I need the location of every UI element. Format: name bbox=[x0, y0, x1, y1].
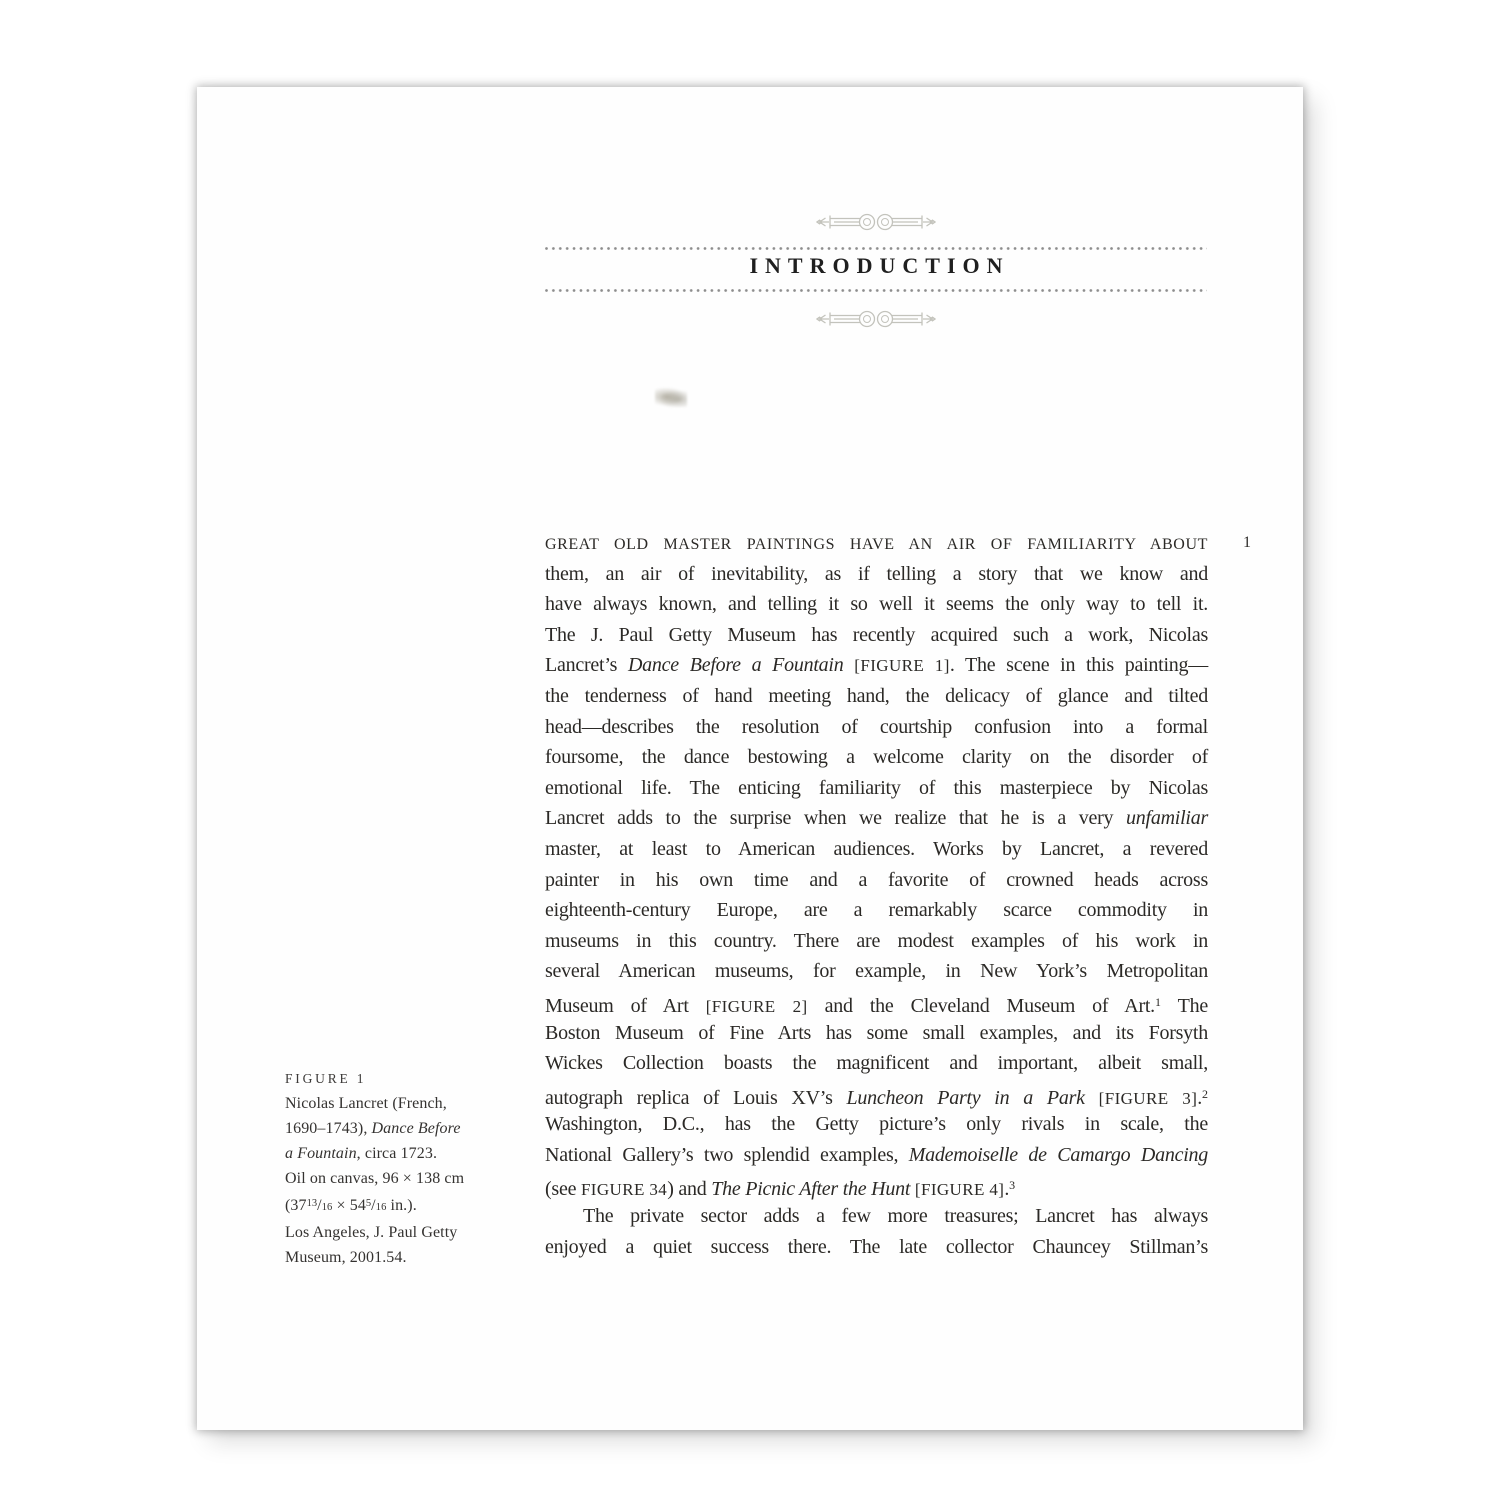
text-line: several American museums, for example, in New York’s Metropolitan bbox=[545, 960, 1208, 983]
text-line: eighteenth-century Europe, are a remarkably scarce commodity in bbox=[545, 899, 1208, 922]
text-line: ($37^{13}/16 \times 54^5/16$ in.). bbox=[285, 1197, 417, 1214]
text-line: foursome, the dance bestowing a welcome clarity on the disorder of bbox=[545, 746, 1208, 769]
text-line: emotional life. The enticing familiarity of this masterpiece by Nicolas bbox=[545, 776, 1208, 799]
text-line: Nicolas Lancret (French, bbox=[285, 1095, 447, 1112]
text-line: the tenderness of hand meeting hand, the delicacy of glance and tilted bbox=[545, 684, 1208, 707]
text-line: (see FIGURE 34) and The Picnic After the Hunt [FIGURE 4].$^3$ bbox=[545, 1178, 1016, 1201]
text-line: The private sector adds a few more treasures; Lancret has always bbox=[583, 1205, 1208, 1228]
text-line: 1690–1743), Dance Before bbox=[285, 1120, 461, 1137]
text-line: Museum, 2001.54. bbox=[285, 1249, 407, 1266]
text-line: painter in his own time and a favorite of crowned heads across bbox=[545, 868, 1208, 891]
figure-caption-text bbox=[285, 1091, 500, 1270]
text-line: Boston Museum of Fine Arts has some small examples, and its Forsyth bbox=[545, 1021, 1208, 1044]
body-text bbox=[545, 528, 1208, 1262]
text-line: Lancret’s Dance Before a Fountain [FIGURE 1]. The scene in this painting— bbox=[545, 654, 1209, 677]
fleuron-ornament-icon bbox=[545, 306, 1207, 337]
book-page bbox=[197, 87, 1303, 1430]
text-line: autograph replica of Louis XV’s Luncheon Party in a Park [FIGURE 3].$^2$ bbox=[545, 1086, 1209, 1109]
text-line: Oil on canvas, 96 × 138 cm bbox=[285, 1170, 465, 1187]
text-line: have always known, and telling it so well it seems the only way to tell it. bbox=[545, 593, 1208, 616]
text-line: Museum of Art [FIGURE 2] and the Cleveland Museum of Art.$^1$ The bbox=[545, 994, 1209, 1017]
text-line: museums in this country. There are modest examples of his work in bbox=[545, 929, 1208, 952]
page-number: 1 bbox=[1243, 534, 1251, 551]
dotted-rule bbox=[545, 247, 1207, 250]
chapter-heading: INTRODUCTION bbox=[749, 253, 1010, 278]
text-line: Lancret adds to the surprise when we realize that he is a very unfamiliar bbox=[545, 807, 1208, 830]
text-line: GREAT OLD MASTER PAINTINGS HAVE AN AIR OF FAMILIARITY ABOUT bbox=[545, 536, 1208, 553]
text-line: head—describes the resolution of courtship confusion into a formal bbox=[545, 715, 1208, 738]
text-line: National Gallery’s two splendid examples, Mademoiselle de Camargo Dancing bbox=[545, 1143, 1208, 1166]
scan-smudge bbox=[655, 388, 687, 407]
text-line: Wickes Collection boasts the magnificent and important, albeit small, bbox=[545, 1052, 1208, 1075]
dotted-rule bbox=[545, 289, 1207, 292]
text-line: them, an air of inevitability, as if telling a story that we know and bbox=[545, 562, 1208, 585]
text-line: The J. Paul Getty Museum has recently acquired such a work, Nicolas bbox=[545, 623, 1208, 646]
text-line: master, at least to American audiences. Works by Lancret, a revered bbox=[545, 837, 1208, 860]
figure-caption bbox=[285, 1066, 500, 1270]
text-line: Washington, D.C., has the Getty picture’s only rivals in scale, the bbox=[545, 1113, 1208, 1136]
text-line: a Fountain, circa 1723. bbox=[285, 1145, 438, 1162]
text-line: enjoyed a quiet success there. The late collector Chauncey Stillman’s bbox=[545, 1235, 1208, 1258]
text-line: Los Angeles, J. Paul Getty bbox=[285, 1224, 458, 1241]
figure-caption-label: FIGURE 1 bbox=[285, 1071, 367, 1086]
fleuron-ornament-icon bbox=[545, 209, 1207, 240]
